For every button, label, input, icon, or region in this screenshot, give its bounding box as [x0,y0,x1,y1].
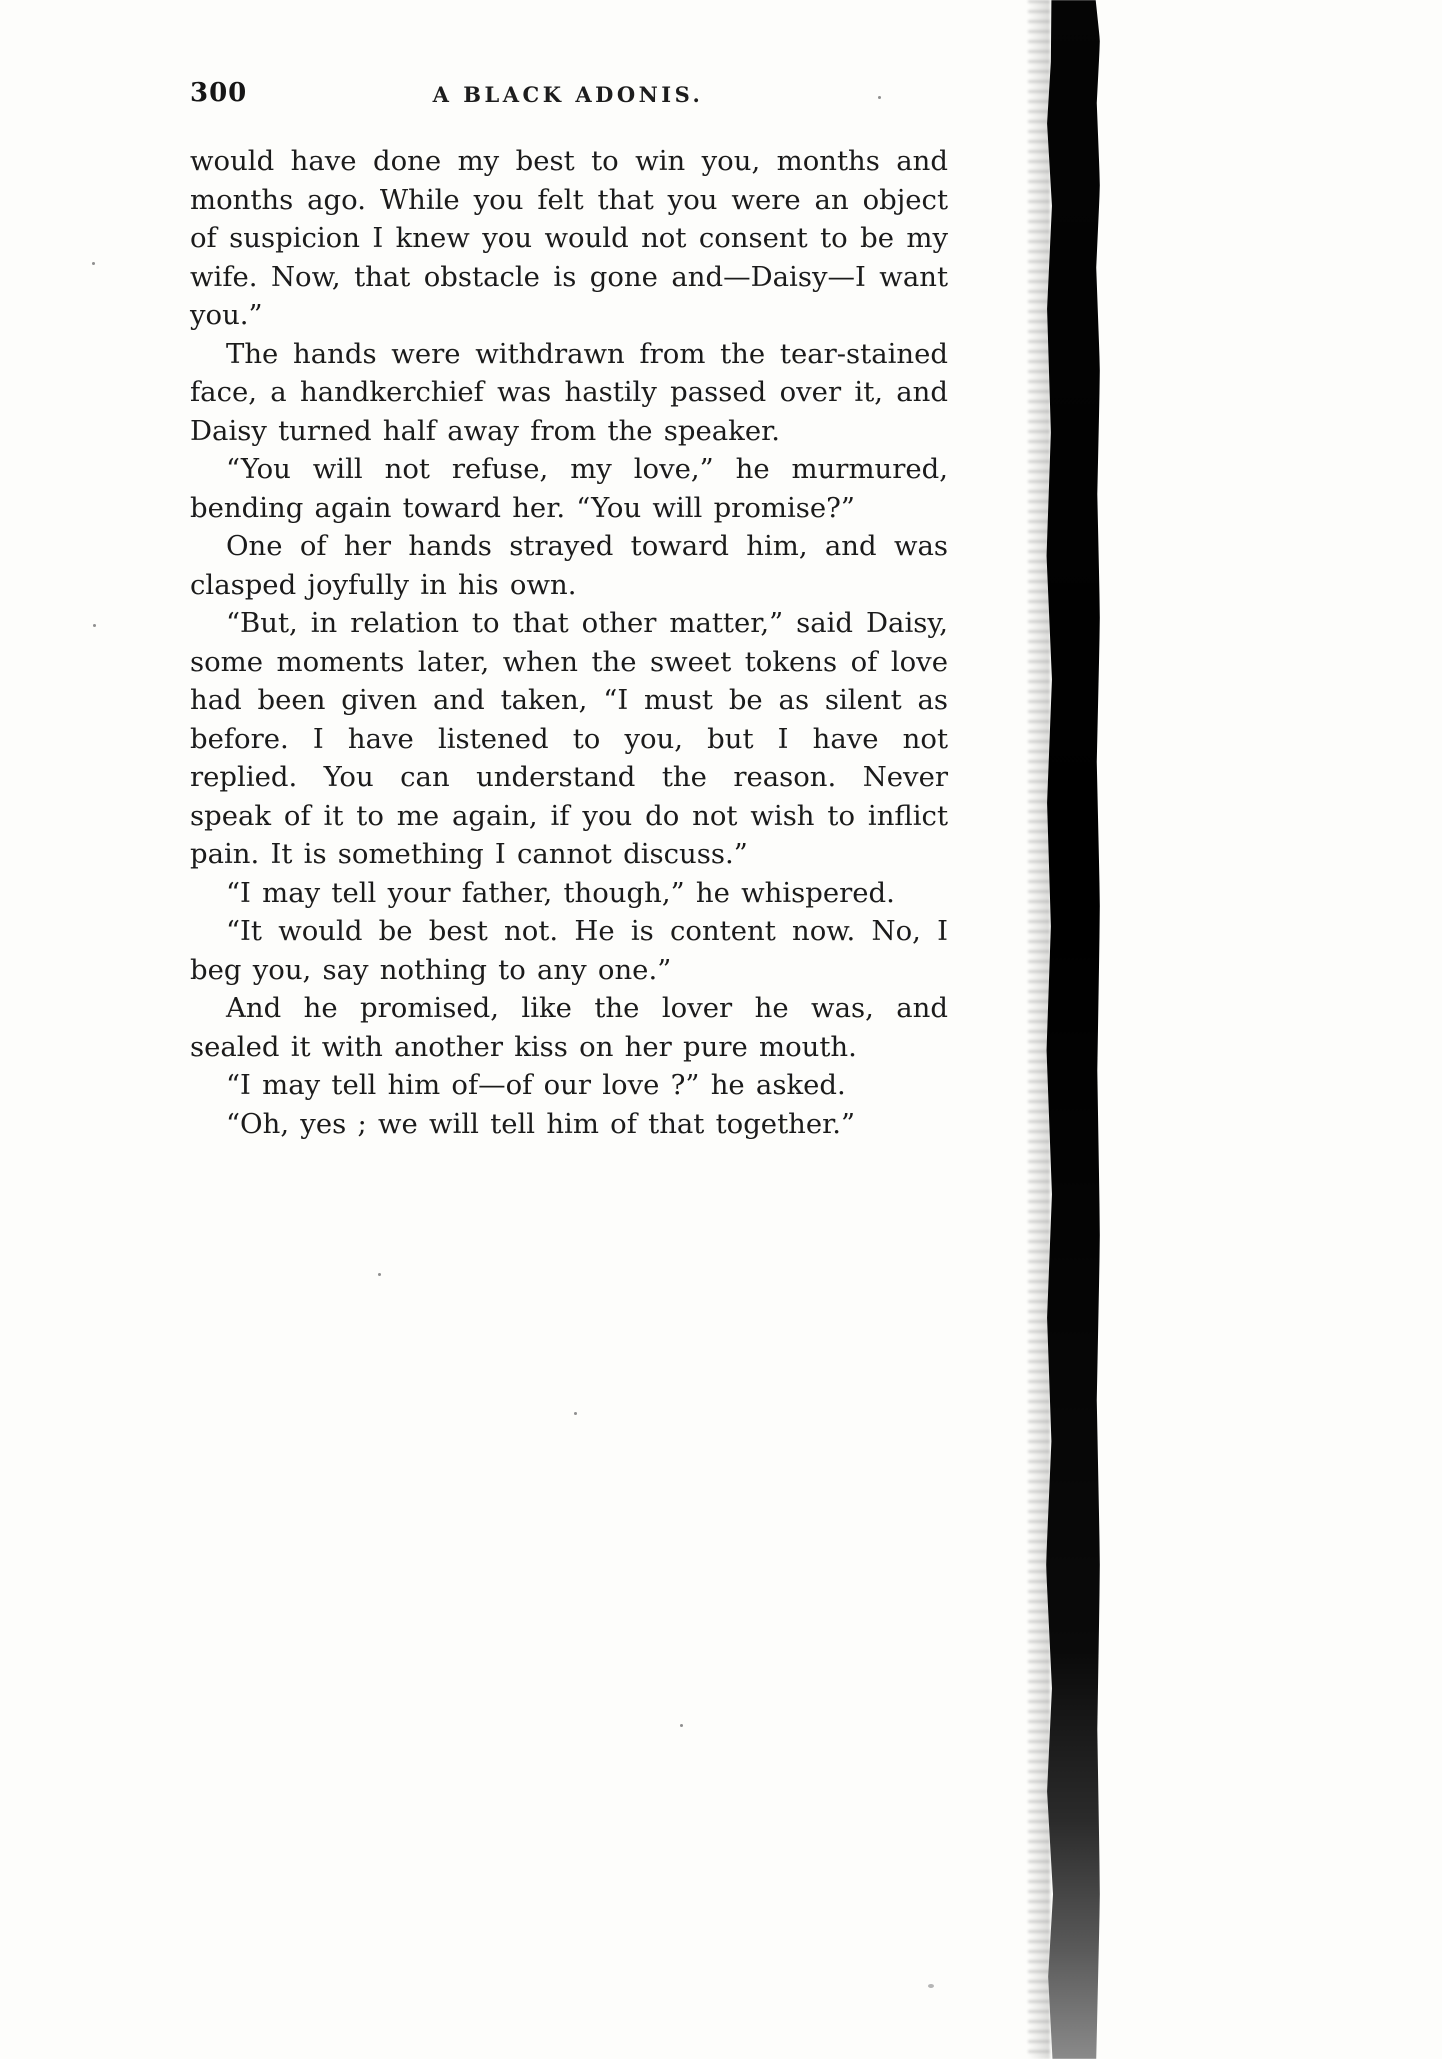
scan-edge-band [1046,0,1100,2059]
paragraph: The hands were withdrawn from the tear-stained face, a handkerchief was hastily passed over it, and Daisy turned half away from the speaker. [190,337,948,447]
scan-speck [93,624,96,627]
paragraph: “But, in relation to that other matter,” said Daisy, some moments later, when the sweet tokens of love had been given and taken, “I must be as silent as before. I have listened to you, but I have not replied. You can understand the reason. Never speak of it to me again, if you do not wish to inflict pain. It is something I cannot discuss.” [190,607,948,870]
paragraph: “It would be best not. He is content now. No, I beg you, say nothing to any one.” [190,915,948,986]
paragraph: “You will not refuse, my love,” he murmured, bending again toward her. “You will promise?” [190,453,948,524]
paragraph: would have done my best to win you, months and months ago. While you felt that you were an object of suspicion I knew you would not consent to be my wife. Now, that obstacle is gone and—Daisy—I want you.” [190,145,948,331]
scan-speck [928,1984,934,1988]
scan-speck [92,262,95,265]
scan-edge-fringe [1028,0,1050,2059]
paragraph: And he promised, like the lover he was, and sealed it with another kiss on her pure mouth. [190,992,948,1063]
scan-speck [378,1273,381,1276]
running-header-title: A BLACK ADONIS. [432,82,704,107]
paragraph: “I may tell your father, though,” he whispered. [226,876,895,909]
page-header [190,76,946,110]
paragraph: “Oh, yes ; we will tell him of that together.” [226,1107,856,1140]
scan-speck [574,1412,577,1415]
paragraph: “I may tell him of—of our love ?” he asked. [226,1069,846,1101]
page-number: 300 [190,78,248,108]
paragraph: One of her hands strayed toward him, and was clasped joyfully in his own. [190,530,948,601]
body-text [190,142,948,1143]
scan-speck [878,96,881,99]
scan-speck [680,1724,683,1727]
